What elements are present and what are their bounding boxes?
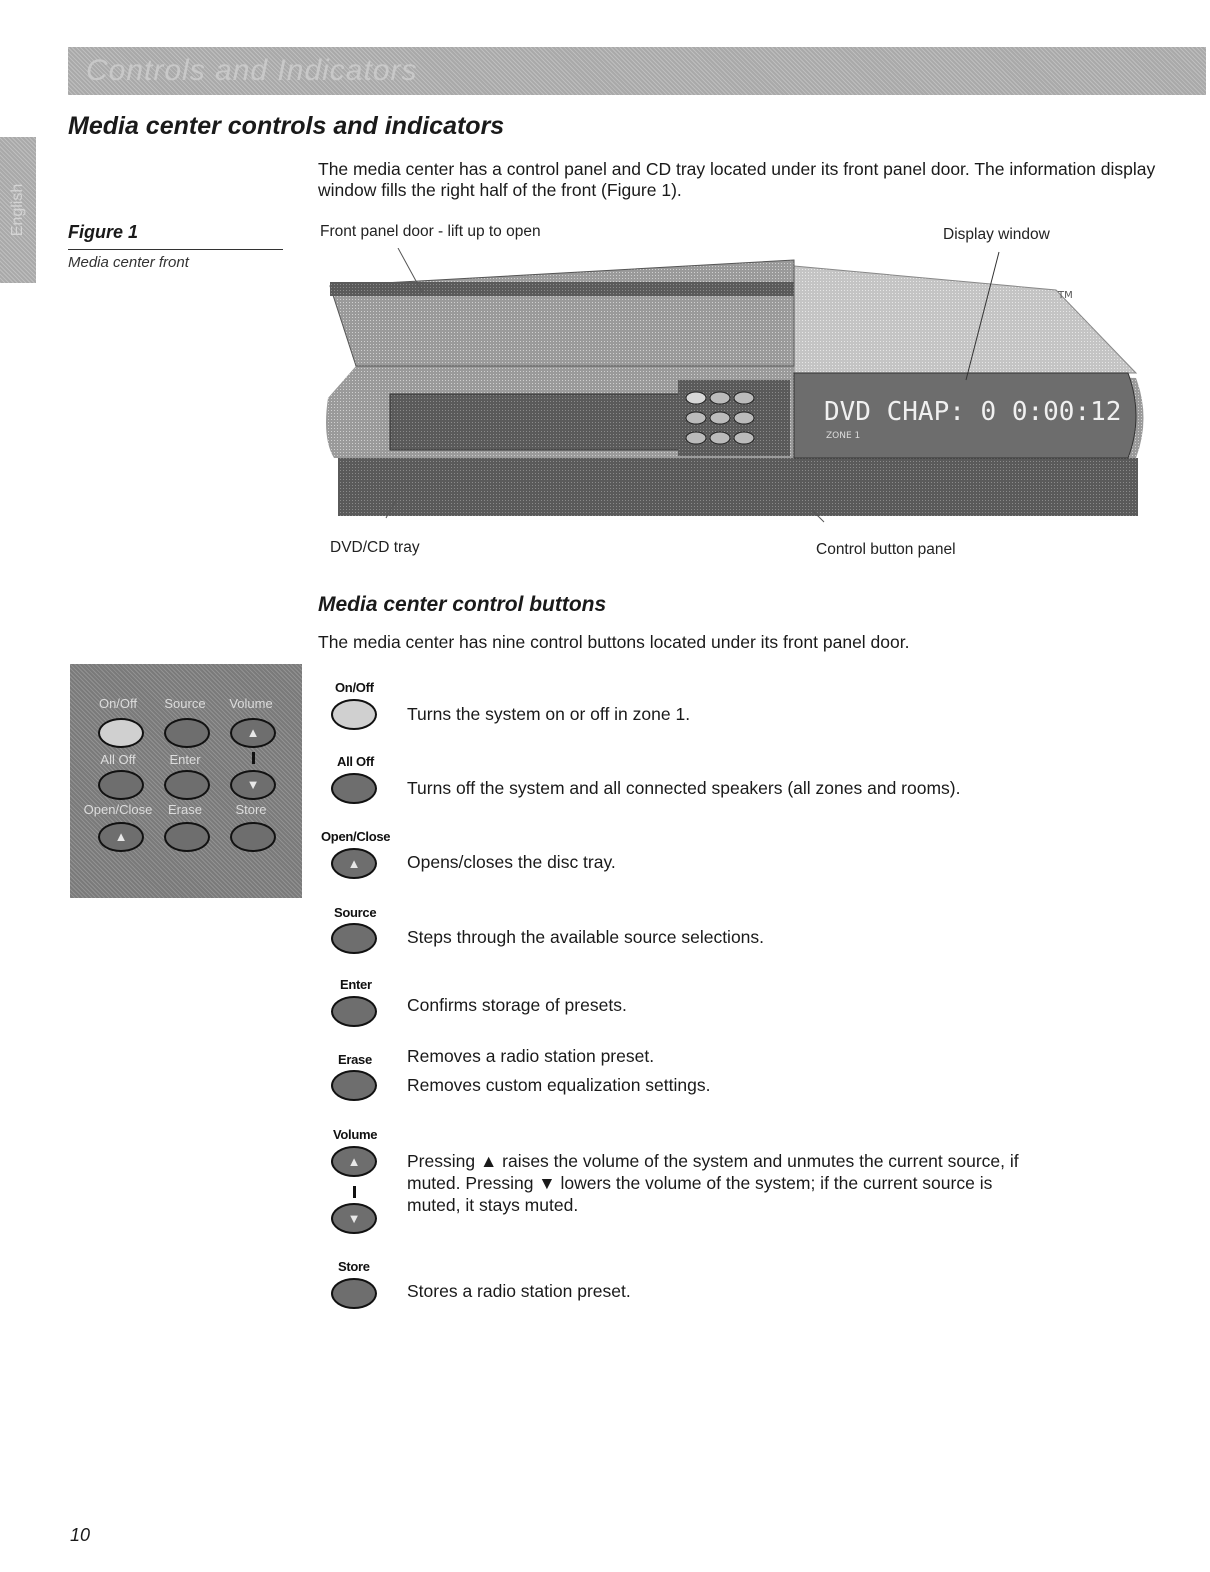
- on-off-button-icon: [331, 699, 377, 730]
- figure-title: Figure 1: [68, 222, 139, 242]
- open-close-button-icon: ▲: [331, 848, 377, 879]
- button-label-enter: Enter: [340, 977, 372, 992]
- description-store: Stores a radio station preset.: [407, 1281, 631, 1301]
- language-tab-label: English: [9, 183, 26, 237]
- front-door: [330, 260, 794, 366]
- button-label-volume: Volume: [333, 1127, 378, 1142]
- description-on-off: Turns the system on or off in zone 1.: [407, 704, 691, 724]
- page-title: Media center controls and indicators: [68, 112, 505, 140]
- display-readout: DVD CHAP: 0 0:00:12: [824, 397, 1122, 427]
- description-enter: Confirms storage of presets.: [407, 995, 627, 1015]
- volume-down-button-icon: ▼: [331, 1203, 377, 1234]
- keypad-erase-button: [164, 822, 210, 852]
- keypad-enter-button: [164, 770, 210, 800]
- keypad-store-button: [230, 822, 276, 852]
- description-all-off: Turns off the system and all connected speakers (all zones and rooms).: [407, 778, 961, 798]
- keypad-label-source: Source: [164, 696, 206, 711]
- label-dvd-cd-tray: DVD/CD tray: [330, 539, 420, 556]
- intro-paragraph: The media center has a control panel and CD tray located under its front panel door. The information display window fills the right half of the front (Figure 1).: [318, 159, 1156, 200]
- label-control-panel: Control button panel: [816, 541, 956, 558]
- keypad-volume-down-button: ▼: [230, 770, 276, 800]
- label-display-window: Display window: [943, 226, 1050, 243]
- enter-button-icon: [331, 996, 377, 1027]
- keypad-label-all-off: All Off: [100, 752, 136, 767]
- control-button-cluster: [678, 380, 790, 456]
- keypad-label-store: Store: [235, 802, 267, 817]
- keypad-label-erase: Erase: [168, 802, 202, 817]
- keypad-label-enter: Enter: [169, 752, 201, 767]
- volume-up-button-icon: ▲: [331, 1146, 377, 1177]
- figure-rule: [68, 249, 283, 250]
- keypad-source-button: [164, 718, 210, 748]
- control-buttons-intro: The media center has nine control buttons located under its front panel door.: [318, 632, 910, 652]
- description-erase-2: Removes custom equalization settings.: [407, 1075, 711, 1095]
- label-front-door: Front panel door - lift up to open: [320, 223, 541, 240]
- button-label-source: Source: [334, 905, 377, 920]
- right-top: [794, 266, 1136, 373]
- display-subtext: ZONE 1: [826, 431, 861, 441]
- erase-button-icon: [331, 1070, 377, 1101]
- volume-separator: [353, 1186, 356, 1198]
- keypad-volume-separator: [252, 752, 255, 764]
- figure-caption: Media center front: [68, 254, 189, 271]
- keypad-label-on-off: On/Off: [98, 696, 138, 711]
- trademark-mark: TM: [1058, 290, 1073, 301]
- keypad-volume-up-button: ▲: [230, 718, 276, 748]
- tray-slot: [390, 394, 700, 450]
- button-label-open-close: Open/Close: [321, 829, 391, 844]
- section-banner-title: Controls and Indicators: [86, 54, 418, 87]
- keypad-open-close-button: ▲: [98, 822, 144, 852]
- all-off-button-icon: [331, 773, 377, 804]
- store-button-icon: [331, 1278, 377, 1309]
- keypad-label-open-close: Open/Close: [83, 802, 153, 817]
- description-volume: Pressing ▲ raises the volume of the system and unmutes the current source, if muted. Pressing ▼ lowers the volume of the system; if the current source is muted, it stays muted.: [407, 1151, 1019, 1215]
- button-label-all-off: All Off: [337, 754, 374, 769]
- door-lip: [330, 282, 794, 296]
- section-title-control-buttons: Media center control buttons: [318, 593, 607, 616]
- description-erase-1: Removes a radio station preset.: [407, 1046, 655, 1066]
- description-open-close: Opens/closes the disc tray.: [407, 852, 616, 872]
- description-source: Steps through the available source selections.: [407, 927, 765, 947]
- source-button-icon: [331, 923, 377, 954]
- button-label-erase: Erase: [338, 1052, 372, 1067]
- page-number: 10: [70, 1525, 91, 1545]
- media-center-illustration: [316, 248, 1150, 542]
- button-label-on-off: On/Off: [335, 680, 374, 695]
- keypad-illustration: [70, 664, 302, 898]
- keypad-label-volume: Volume: [229, 696, 273, 711]
- keypad-on-off-button: [98, 718, 144, 748]
- base-shadow: [338, 458, 1138, 516]
- button-label-store: Store: [338, 1259, 370, 1274]
- keypad-all-off-button: [98, 770, 144, 800]
